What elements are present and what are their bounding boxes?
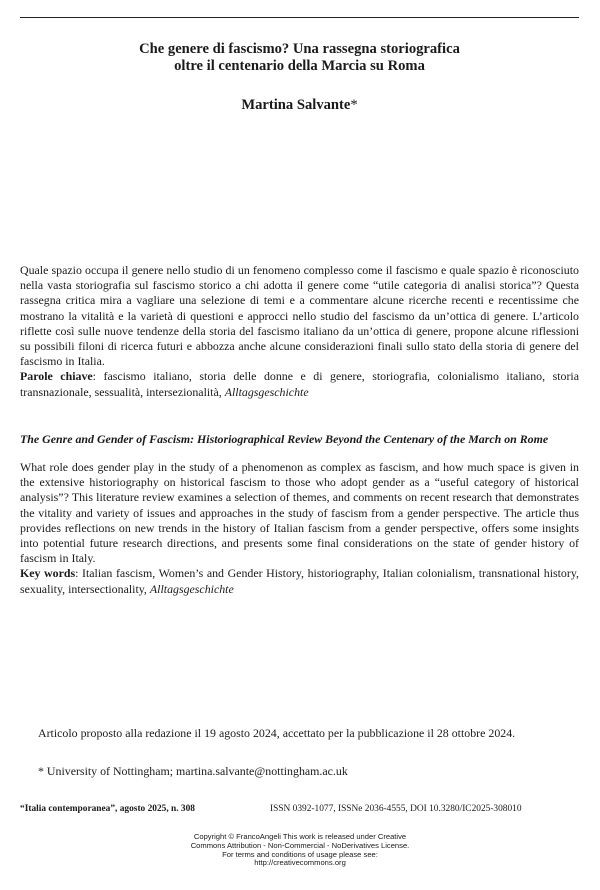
title-line-2: oltre il centenario della Marcia su Roma [174, 58, 425, 74]
title-line-1: Che genere di fascismo? Una rassegna storiografica [139, 41, 460, 57]
abstract-english [20, 460, 579, 597]
abstract-english-text: What role does gender play in the study of a phenomenon as complex as fascism, and how much space is given in the extensive historiography on historical fascism to those who adopt gender as a “useful category of historical analysis”? This literature review examines a selection of themes, and comments on recent research that demonstrates the vitality and variety of issues and approaches in the study of fascism from a gender perspective. The article thus provides reflections on new trends in the history of Italian fascism from a gender perspective, offers some insights into potential future research directions, and presents some final considerations on the state of gender history of fascism in Italy. [20, 460, 579, 566]
author-footnote-mark: * [350, 97, 358, 113]
submission-note: Articolo proposto alla redazione il 19 agosto 2024, accettato per la pubblicazione il 28 ottobre 2024. [38, 726, 516, 740]
keywords-english-list: : Italian fascism, Women’s and Gender History, historiography, Italian colonialism, transnational history, sexuality, intersectionality, [20, 566, 579, 596]
license-line-3: For terms and conditions of usage please see: [222, 849, 378, 859]
author-name [20, 97, 579, 114]
article-title [20, 41, 579, 75]
keywords-english-label: Key words [20, 566, 76, 581]
keywords-italian-list: : fascismo italiano, storia delle donne e di genere, storiografia, colonialismo italiano, storia transnazionale, sessualità, intersezionalità, [20, 369, 579, 399]
license-link[interactable]: http://creativecommons.org [254, 858, 346, 868]
license-notice [150, 833, 450, 868]
abstract-italian-text: Quale spazio occupa il genere nello studio di un fenomeno complesso come il fascismo e quale spazio è riconosciuto nella vasta storiografia sul fascismo storico a chi adotta il genere come “utile categoria di analisi storica”? Questa rassegna critica mira a vagliare una selezione di temi e a commentare alcune ricerche recenti e recentissime che mostrano la vitalità e la varietà di questioni e approcci nello studio del fascismo da un’ottica di genere. L’articolo riflette così sulle nuove tendenze della storia del fascismo italiano da un’ottica di genere, propone alcune riflessioni su possibili filoni di ricerca futuri e abbozza anche alcune considerazioni finali sullo stato della storia di genere del fascismo in Italia. [20, 263, 579, 369]
license-line-2: Commons Attribution - Non-Commercial - NoDerivatives License. [190, 840, 410, 850]
top-rule [20, 17, 579, 18]
keywords-english-italic: Alltagsgeschichte [149, 581, 234, 596]
keywords-italian-label: Parole chiave [20, 369, 93, 384]
issn-doi: ISSN 0392-1077, ISSNe 2036-4555, DOI 10.3280/IC2025-308010 [270, 804, 522, 814]
english-title: The Genre and Gender of Fascism: Historiographical Review Beyond the Centenary of the March on Rome [20, 432, 549, 446]
affiliation-note: * University of Nottingham; martina.salvante@nottingham.ac.uk [38, 764, 348, 778]
keywords-italian-italic: Alltagsgeschichte [224, 384, 309, 399]
journal-citation: “Italia contemporanea”, agosto 2025, n. 308 [20, 804, 195, 814]
license-line-1: Copyright © FrancoAngeli This work is released under Creative [193, 832, 407, 841]
author-text: Martina Salvante [241, 97, 351, 113]
keywords-italian [20, 369, 579, 399]
abstract-italian [20, 263, 579, 400]
keywords-english [20, 566, 579, 596]
